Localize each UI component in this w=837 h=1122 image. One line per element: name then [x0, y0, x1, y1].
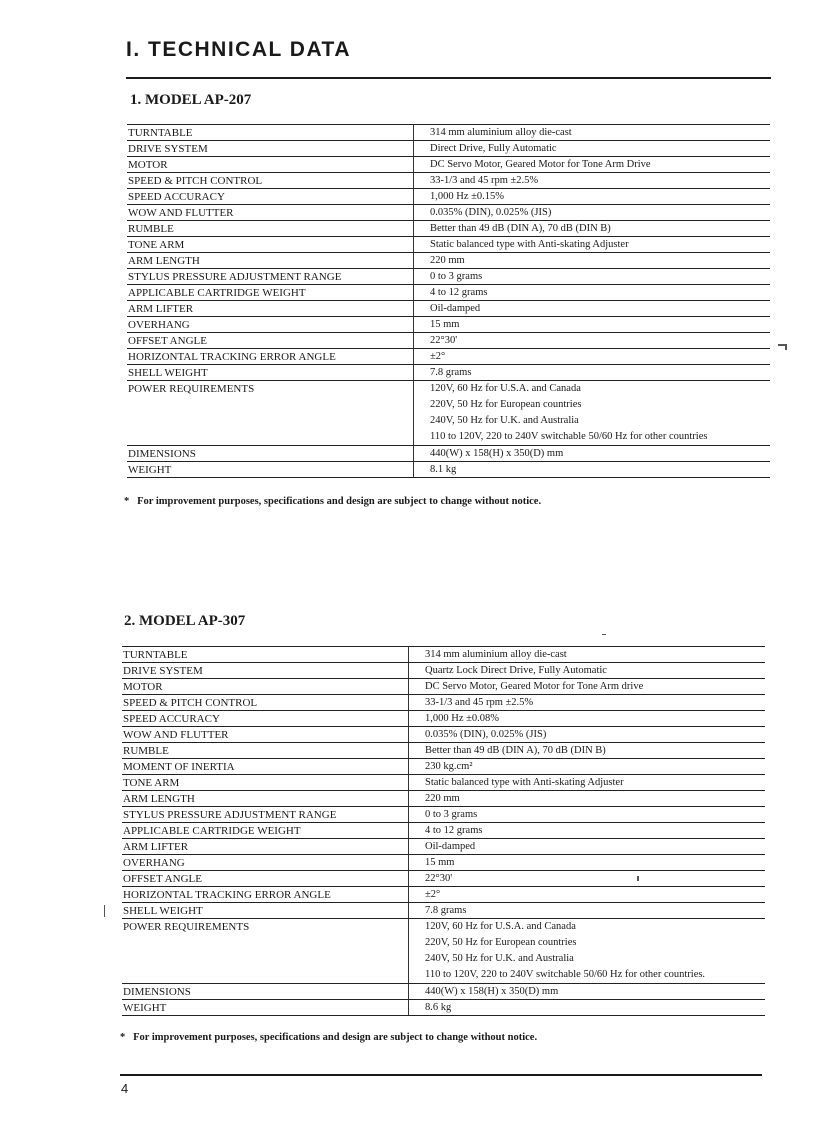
spec-value-line: 220 mm [430, 255, 465, 266]
spec-row [127, 445, 770, 461]
spec-row [127, 284, 770, 300]
spec-value-line: Static balanced type with Anti-skating Adjuster [430, 239, 629, 250]
spec-row [122, 646, 765, 662]
spec-value-line: Oil-damped [425, 841, 476, 852]
note-text: For improvement purposes, specifications and design are subject to change without notice. [137, 496, 542, 507]
spec-row [127, 188, 770, 204]
spec-row [127, 236, 770, 252]
spec-value-line: 314 mm aluminium alloy die-cast [425, 649, 567, 660]
spec-value-line: 1,000 Hz ±0.08% [425, 713, 500, 724]
spec-value-line: 0.035% (DIN), 0.025% (JIS) [425, 729, 547, 740]
spec-value-line: 120V, 60 Hz for U.S.A. and Canada [425, 921, 576, 932]
spec-label: RUMBLE [127, 220, 413, 236]
spec-value-line: 220V, 50 Hz for European countries [425, 937, 577, 948]
spec-value [408, 662, 765, 678]
note-asterisk: * [120, 1032, 126, 1043]
spec-value-line: 8.6 kg [425, 1002, 452, 1013]
spec-label: DRIVE SYSTEM [127, 140, 413, 156]
spec-value-line: Quartz Lock Direct Drive, Fully Automatic [425, 665, 607, 676]
spec-label: WEIGHT [122, 999, 408, 1015]
spec-value-line: 0 to 3 grams [430, 271, 483, 282]
spec-label: RUMBLE [122, 742, 408, 758]
spec-value-line: 314 mm aluminium alloy die-cast [430, 127, 572, 138]
spec-row [127, 156, 770, 172]
spec-label: POWER REQUIREMENTS [127, 380, 413, 445]
spec-value-line: Oil-damped [430, 303, 481, 314]
heading-rule [126, 77, 771, 79]
spec-label: OFFSET ANGLE [127, 332, 413, 348]
spec-value-line: 110 to 120V, 220 to 240V switchable 50/60 Hz for other countries. [425, 969, 706, 980]
spec-row [122, 999, 765, 1015]
spec-label: OVERHANG [127, 316, 413, 332]
model-ap207-title: 1. MODEL AP-207 [130, 92, 252, 108]
spec-value [408, 790, 765, 806]
spec-value [413, 445, 770, 461]
spec-row [122, 822, 765, 838]
spec-value [408, 886, 765, 902]
spec-row [127, 332, 770, 348]
spec-value [408, 806, 765, 822]
spec-label: APPLICABLE CARTRIDGE WEIGHT [127, 284, 413, 300]
spec-row [122, 678, 765, 694]
spec-value [408, 774, 765, 790]
spec-value-line: 220V, 50 Hz for European countries [430, 399, 582, 410]
spec-row [122, 918, 765, 983]
spec-value-line: 22°30' [430, 335, 458, 346]
model-ap207-note [124, 496, 541, 507]
spec-row [122, 710, 765, 726]
spec-label: MOMENT OF INERTIA [122, 758, 408, 774]
spec-row [127, 316, 770, 332]
spec-row [122, 758, 765, 774]
spec-label: SHELL WEIGHT [122, 902, 408, 918]
spec-label: HORIZONTAL TRACKING ERROR ANGLE [122, 886, 408, 902]
spec-row [127, 348, 770, 364]
spec-value-line: 440(W) x 158(H) x 350(D) mm [430, 448, 564, 459]
scan-mark [637, 876, 639, 881]
spec-row [122, 742, 765, 758]
model-ap307-spec-table [122, 646, 765, 1016]
spec-row [127, 204, 770, 220]
spec-value [408, 678, 765, 694]
spec-value-line: 7.8 grams [430, 367, 472, 378]
spec-value-line: 230 kg.cm² [425, 761, 473, 772]
spec-value-line: 440(W) x 158(H) x 350(D) mm [425, 986, 559, 997]
spec-value [413, 140, 770, 156]
spec-value [413, 188, 770, 204]
spec-label: SPEED & PITCH CONTROL [122, 694, 408, 710]
spec-label: SHELL WEIGHT [127, 364, 413, 380]
spec-value [408, 710, 765, 726]
spec-row [122, 806, 765, 822]
spec-value [408, 983, 765, 999]
spec-value-line: 240V, 50 Hz for U.K. and Australia [430, 415, 579, 426]
spec-label: SPEED ACCURACY [122, 710, 408, 726]
spec-value [413, 316, 770, 332]
spec-value-line: 0.035% (DIN), 0.025% (JIS) [430, 207, 552, 218]
spec-label: ARM LIFTER [122, 838, 408, 854]
spec-value-line: 1,000 Hz ±0.15% [430, 191, 505, 202]
spec-value-line: 4 to 12 grams [430, 287, 488, 298]
spec-value-line: Direct Drive, Fully Automatic [430, 143, 557, 154]
spec-row [122, 726, 765, 742]
spec-label: WEIGHT [127, 461, 413, 477]
spec-label: HORIZONTAL TRACKING ERROR ANGLE [127, 348, 413, 364]
spec-value [413, 461, 770, 477]
spec-value-line: ±2° [430, 351, 446, 362]
spec-row [127, 461, 770, 477]
spec-row [122, 838, 765, 854]
spec-row [122, 774, 765, 790]
spec-value [408, 646, 765, 662]
spec-value-line: 8.1 kg [430, 464, 457, 475]
spec-value [408, 838, 765, 854]
spec-value [408, 854, 765, 870]
spec-value [413, 124, 770, 140]
spec-label: POWER REQUIREMENTS [122, 918, 408, 983]
spec-value [408, 999, 765, 1015]
footer-rule [120, 1074, 762, 1076]
spec-row [122, 902, 765, 918]
spec-value [413, 332, 770, 348]
scan-mark [602, 634, 606, 635]
spec-row [122, 790, 765, 806]
spec-value-line: 240V, 50 Hz for U.K. and Australia [425, 953, 574, 964]
spec-value [408, 758, 765, 774]
spec-row [127, 300, 770, 316]
spec-label: DRIVE SYSTEM [122, 662, 408, 678]
spec-label: OVERHANG [122, 854, 408, 870]
spec-value [413, 300, 770, 316]
spec-value [413, 380, 770, 445]
spec-value [408, 902, 765, 918]
spec-value [413, 268, 770, 284]
spec-row [127, 220, 770, 236]
spec-value [413, 284, 770, 300]
spec-label: MOTOR [127, 156, 413, 172]
spec-row [122, 870, 765, 886]
scan-mark [104, 905, 105, 917]
spec-row [127, 268, 770, 284]
spec-value [413, 220, 770, 236]
spec-row [127, 172, 770, 188]
spec-label: DIMENSIONS [122, 983, 408, 999]
spec-row [127, 364, 770, 380]
spec-value-line: DC Servo Motor, Geared Motor for Tone Arm drive [425, 681, 644, 692]
spec-label: TONE ARM [127, 236, 413, 252]
spec-label: WOW AND FLUTTER [127, 204, 413, 220]
spec-value-line: Better than 49 dB (DIN A), 70 dB (DIN B) [425, 745, 606, 756]
spec-value [413, 172, 770, 188]
spec-label: DIMENSIONS [127, 445, 413, 461]
spec-value-line: 0 to 3 grams [425, 809, 478, 820]
spec-value [413, 364, 770, 380]
spec-value [408, 694, 765, 710]
spec-row [127, 140, 770, 156]
spec-value [408, 822, 765, 838]
spec-value-line: 22°30' [425, 873, 453, 884]
spec-value [413, 156, 770, 172]
model-ap307-note [120, 1032, 537, 1043]
spec-row [122, 694, 765, 710]
spec-value [408, 870, 765, 886]
page-number: 4 [121, 1081, 129, 1096]
spec-value-line: Better than 49 dB (DIN A), 70 dB (DIN B) [430, 223, 611, 234]
spec-value-line: 220 mm [425, 793, 460, 804]
spec-value-line: DC Servo Motor, Geared Motor for Tone Arm Drive [430, 159, 651, 170]
model-ap307-title: 2. MODEL AP-307 [124, 613, 246, 629]
spec-value-line: 15 mm [425, 857, 455, 868]
spec-label: TURNTABLE [127, 124, 413, 140]
spec-label: OFFSET ANGLE [122, 870, 408, 886]
spec-label: MOTOR [122, 678, 408, 694]
spec-value-line: 7.8 grams [425, 905, 467, 916]
spec-label: SPEED & PITCH CONTROL [127, 172, 413, 188]
spec-value [413, 236, 770, 252]
spec-label: APPLICABLE CARTRIDGE WEIGHT [122, 822, 408, 838]
spec-row [122, 854, 765, 870]
note-text: For improvement purposes, specifications and design are subject to change without notice. [133, 1032, 538, 1043]
spec-value-line: 33-1/3 and 45 rpm ±2.5% [425, 697, 534, 708]
spec-value-line: 110 to 120V, 220 to 240V switchable 50/60 Hz for other countries [430, 431, 708, 442]
spec-label: ARM LENGTH [122, 790, 408, 806]
spec-label: SPEED ACCURACY [127, 188, 413, 204]
spec-value-line: 4 to 12 grams [425, 825, 483, 836]
scan-mark [785, 344, 787, 350]
model-ap207-spec-table [127, 124, 770, 478]
spec-row [122, 886, 765, 902]
spec-row [127, 124, 770, 140]
spec-row [127, 380, 770, 445]
spec-label: TURNTABLE [122, 646, 408, 662]
spec-label: WOW AND FLUTTER [122, 726, 408, 742]
spec-row [127, 252, 770, 268]
spec-label: STYLUS PRESSURE ADJUSTMENT RANGE [122, 806, 408, 822]
spec-value [408, 726, 765, 742]
spec-row [122, 662, 765, 678]
spec-value [413, 348, 770, 364]
note-asterisk: * [124, 496, 130, 507]
spec-value [408, 742, 765, 758]
page-heading: I. TECHNICAL DATA [126, 38, 351, 61]
spec-label: ARM LENGTH [127, 252, 413, 268]
spec-label: ARM LIFTER [127, 300, 413, 316]
spec-label: STYLUS PRESSURE ADJUSTMENT RANGE [127, 268, 413, 284]
spec-value-line: Static balanced type with Anti-skating Adjuster [425, 777, 624, 788]
spec-label: TONE ARM [122, 774, 408, 790]
spec-value-line: ±2° [425, 889, 441, 900]
spec-value-line: 120V, 60 Hz for U.S.A. and Canada [430, 383, 581, 394]
spec-row [122, 983, 765, 999]
spec-value [408, 918, 765, 983]
spec-value [413, 204, 770, 220]
spec-value-line: 15 mm [430, 319, 460, 330]
spec-value [413, 252, 770, 268]
spec-value-line: 33-1/3 and 45 rpm ±2.5% [430, 175, 539, 186]
